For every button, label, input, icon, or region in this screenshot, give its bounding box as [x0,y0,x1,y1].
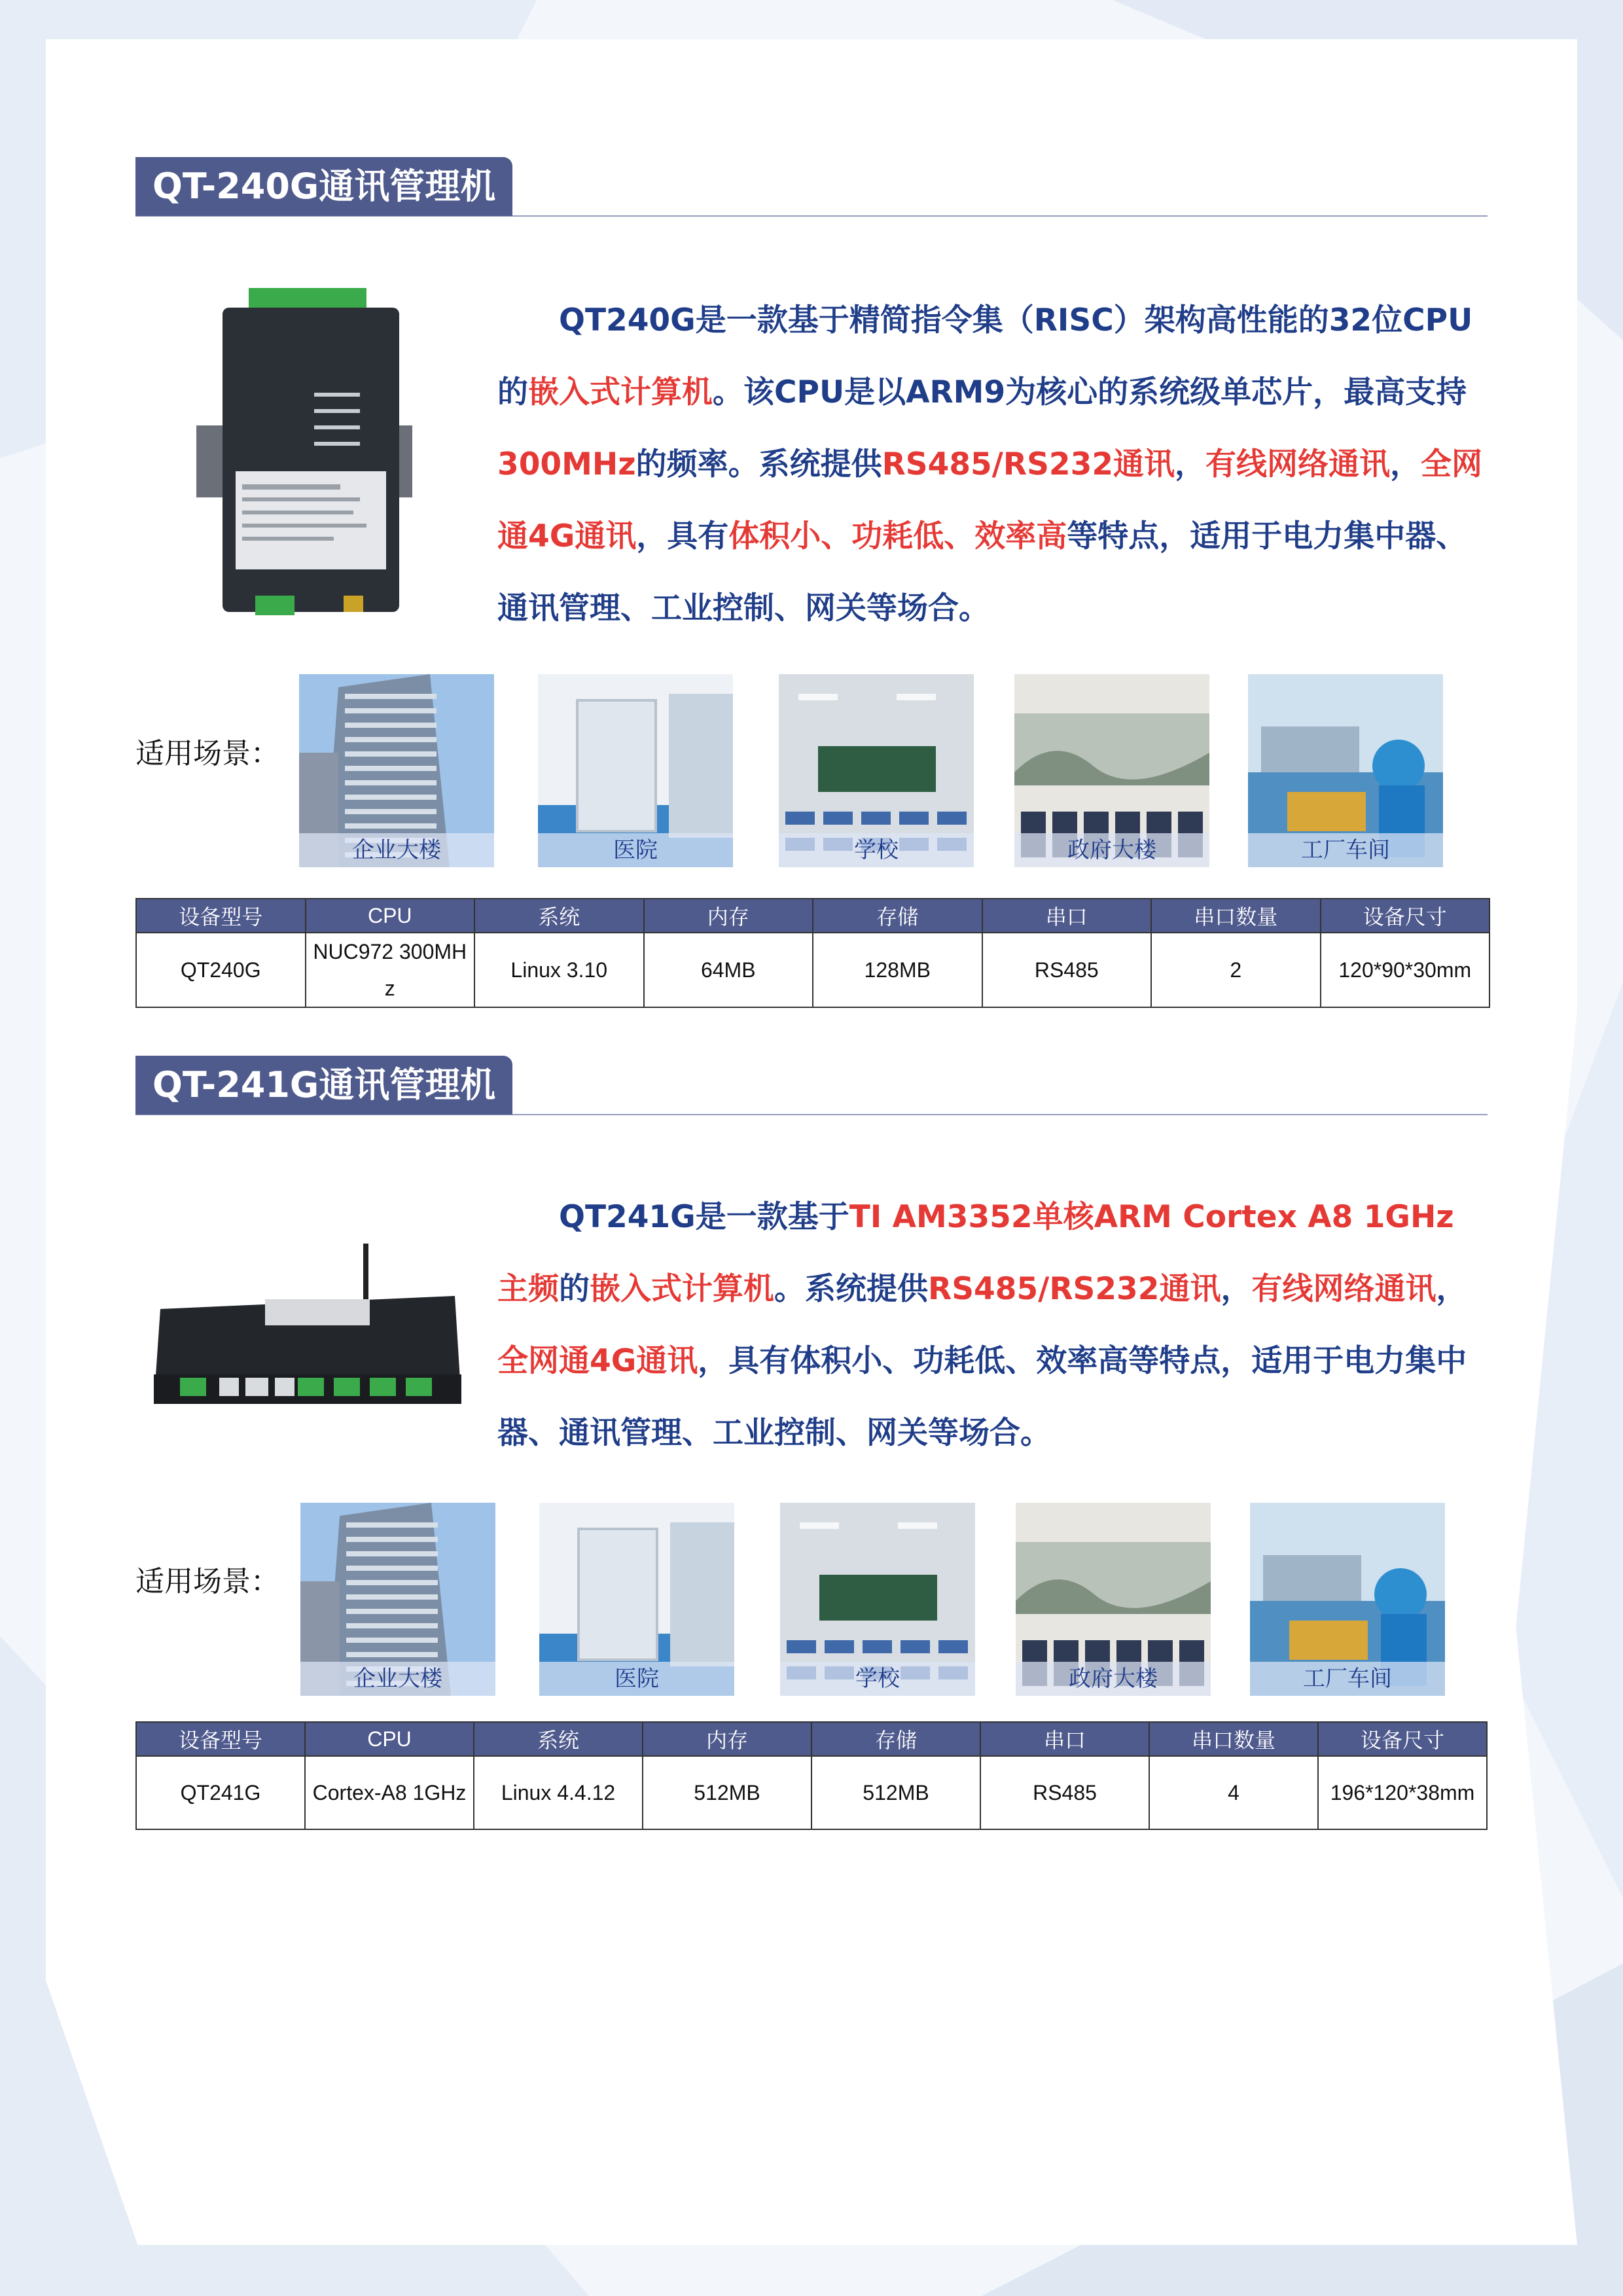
table-cell: Linux 3.10 [474,933,644,1007]
table-cell: 512MB [812,1756,980,1829]
qt241g-device-image [154,1244,481,1414]
highlight-text: 有线网络通讯 [1251,1271,1436,1307]
product-description [497,1181,1492,1469]
body-text: 。该CPU是以ARM9为核心的系统级单芯片，最高支持 [713,374,1467,410]
highlight-text: 300MHz [497,446,636,482]
table-cell: NUC972 300MHz [306,933,475,1007]
section-title: QT-240G通讯管理机 [135,157,512,216]
table-cell: Linux 4.4.12 [474,1756,643,1829]
table-header-cell: 串口数量 [1151,899,1321,933]
table-header-cell: 系统 [474,899,644,933]
table-cell: 4 [1149,1756,1318,1829]
table-header-cell: 设备型号 [136,1722,305,1756]
scene-caption: 医院 [538,833,733,867]
table-cell: RS485 [982,933,1152,1007]
table-header-cell: 存储 [813,899,982,933]
table-cell: QT240G [136,933,306,1007]
scene-caption: 政府大楼 [1016,1662,1211,1696]
body-text: 等特点，适用于电力集中器、通讯管理、工业控制、网关等场合。 [497,518,1467,626]
table-cell: Cortex-A8 1GHz [305,1756,474,1829]
scene-thumbnail [1250,1503,1445,1696]
section-divider [135,215,1488,217]
table-cell: 120*90*30mm [1321,933,1490,1007]
table-cell: 64MB [644,933,813,1007]
table-header-cell: 串口 [980,1722,1149,1756]
highlight-text: TI AM3352单核ARM Cortex A8 1GHz 主频 [497,1199,1454,1307]
highlight-text: 嵌入式计算机 [528,374,713,410]
table-row [136,1756,1487,1829]
scene-thumbnail [539,1503,734,1696]
body-text: 的频率。系统提供 [635,446,882,482]
scene-caption: 企业大楼 [299,833,494,867]
table-header-cell: 设备尺寸 [1321,899,1490,933]
table-row [136,933,1489,1007]
product-description [497,285,1492,645]
table-cell: RS485 [980,1756,1149,1829]
body-text: 。系统提供 [774,1271,928,1307]
table-header-cell: 串口数量 [1149,1722,1318,1756]
body-text: ， [1390,446,1421,482]
highlight-text: RS485/RS232通讯 [928,1271,1221,1307]
scene-caption: 学校 [780,1662,975,1696]
scene-thumbnail [780,1503,975,1696]
highlight-text: 嵌入式计算机 [590,1271,774,1307]
spec-table [135,898,1490,1008]
highlight-text: 有线网络通讯 [1205,446,1391,482]
scene-thumbnail [300,1503,495,1696]
body-text: ， [1175,446,1206,482]
scene-thumbnail [1248,674,1443,867]
highlight-text: 全网通4G通讯 [497,1343,698,1379]
scene-caption: 工厂车间 [1248,833,1443,867]
table-header-cell: 设备型号 [136,899,306,933]
body-text: QT241G是一款基于 [559,1199,849,1235]
table-cell: 196*120*38mm [1318,1756,1487,1829]
scene-thumbnail [779,674,974,867]
scene-thumbnail [299,674,494,867]
body-text: QT240G是一款基于精简指令集（RISC）架构高性能的32位CPU的 [497,302,1473,410]
table-cell: 512MB [643,1756,812,1829]
qt240g-device-image [196,288,412,615]
body-text: ，具有 [636,518,729,554]
scene-thumbnail [538,674,733,867]
scene-caption: 医院 [539,1662,734,1696]
spec-table [135,1721,1488,1830]
scene-label: 适用场景： [135,737,279,770]
table-header-cell: 内存 [644,899,813,933]
table-header-cell: 内存 [643,1722,812,1756]
scene-caption: 政府大楼 [1014,833,1209,867]
scene-label: 适用场景： [135,1565,279,1598]
table-cell: 2 [1151,933,1321,1007]
table-header-cell: CPU [305,1722,474,1756]
body-text: ， [1221,1271,1252,1307]
body-text: ， [1436,1271,1467,1307]
table-cell: 128MB [813,933,982,1007]
table-header-cell: 存储 [812,1722,980,1756]
scene-caption: 企业大楼 [300,1662,495,1696]
body-text: ，具有体积小、功耗低、效率高等特点，适用于电力集中器、通讯管理、工业控制、网关等场合。 [497,1343,1467,1451]
highlight-text: 体积小、功耗低、效率高 [728,518,1067,554]
body-text: 的 [559,1271,590,1307]
scene-thumbnail [1016,1503,1211,1696]
table-cell: QT241G [136,1756,305,1829]
table-header-cell: CPU [306,899,475,933]
section-title: QT-241G通讯管理机 [135,1056,512,1115]
table-header-cell: 设备尺寸 [1318,1722,1487,1756]
highlight-text: RS485/RS232通讯 [882,446,1175,482]
table-header-cell: 串口 [982,899,1152,933]
section-divider [135,1114,1488,1115]
scene-caption: 学校 [779,833,974,867]
table-header-cell: 系统 [474,1722,643,1756]
scene-thumbnail [1014,674,1209,867]
highlight-text: 全网通4G通讯 [497,446,1483,554]
scene-caption: 工厂车间 [1250,1662,1445,1696]
